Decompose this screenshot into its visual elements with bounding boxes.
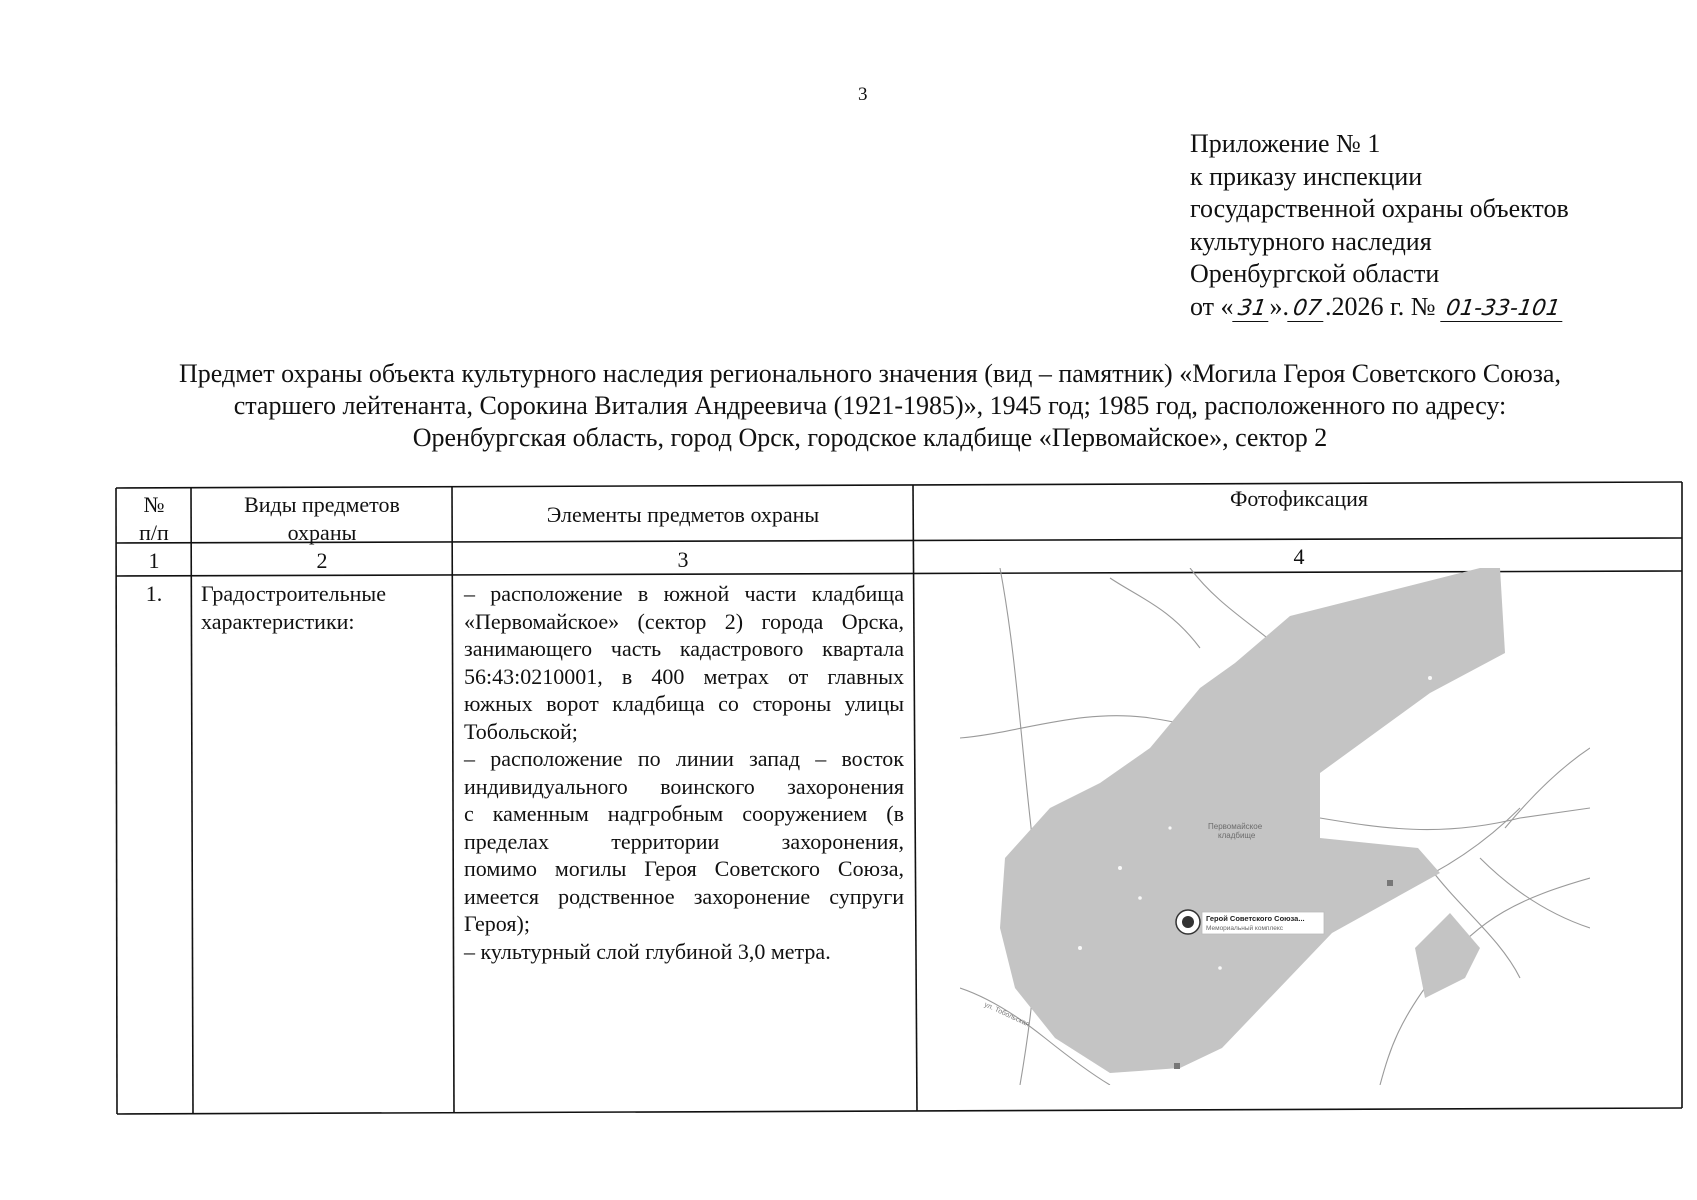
header-number-text: № п/п — [139, 492, 169, 545]
page-number: 3 — [858, 84, 868, 105]
element-line: помимо могилы Героя Советского Союза, — [464, 856, 904, 881]
element-line: Тобольской; — [464, 718, 578, 744]
row-number: 1. — [145, 581, 163, 606]
appendix-line: культурного наследия — [1190, 226, 1432, 256]
row-elements — [464, 580, 904, 965]
marker-subtitle: Мемориальный комплекс — [1206, 925, 1284, 932]
column-number-2: 2 — [316, 548, 328, 573]
handwritten-day: 31 — [1232, 297, 1272, 322]
appendix-line: к приказу инспекции — [1190, 161, 1423, 191]
date-prefix: от « — [1190, 291, 1234, 321]
column-number-4: 4 — [1293, 544, 1305, 569]
handwritten-month: 07 — [1287, 297, 1327, 322]
date-year: .2026 г. № — [1325, 291, 1436, 321]
element-line: имеется родственное захоронение супруги — [464, 883, 904, 909]
element-line: занимающего часть кадастрового квартала — [464, 636, 904, 661]
header-cell-number — [118, 491, 190, 546]
appendix-line: Оренбургской области — [1190, 259, 1440, 288]
element-line: – культурный слой глубиной 3,0 метра. — [464, 938, 831, 964]
area-label: Первомайское — [1208, 822, 1263, 831]
header-photo-text: Фотофиксация — [1229, 486, 1369, 511]
date-mid: ». — [1269, 291, 1290, 321]
header-cell-photo — [917, 485, 1681, 513]
map-pin-icon — [1174, 1063, 1180, 1069]
row-type: Градостроительные характеристики: — [201, 581, 386, 634]
element-line: южных ворот кладбища со стороны улицы — [464, 691, 904, 716]
header-cell-elements — [454, 501, 912, 529]
column-number-1: 1 — [148, 548, 160, 573]
title-line: старшего лейтенанта, Сорокина Виталия Андреевича (1921-1985)», 1945 год; 1985 год, расположенного по адресу: — [233, 391, 1507, 420]
title-line: Оренбургская область, город Орск, городское кладбище «Первомайское», сектор 2 — [412, 423, 1328, 452]
header-cell-types — [193, 491, 451, 546]
handwritten-order-number: 01-33-101 — [1440, 297, 1565, 322]
element-line: «Первомайское» (сектор 2) города Орска, — [464, 608, 904, 634]
element-line: – расположение по линии запад – восток — [464, 746, 904, 771]
appendix-line: Приложение № 1 — [1190, 129, 1381, 158]
street-label: ул. Тобольская — [983, 1001, 1031, 1029]
element-line: – расположение в южной части кладбища — [464, 581, 904, 606]
area-label-line2: кладбище — [1218, 831, 1256, 840]
map-pin-icon — [1387, 880, 1393, 886]
element-line: пределах территории захоронения, — [464, 828, 904, 854]
cemetery-map — [960, 568, 1590, 1085]
map-photo — [960, 568, 1590, 1085]
element-line: индивидуального воинского захоронения — [464, 773, 904, 799]
header-types-text: Виды предметов охраны — [244, 492, 400, 545]
title-line: Предмет охраны объекта культурного наследия регионального значения (вид – памятник) «Могила Героя Советского Союза, — [179, 359, 1561, 388]
column-number-3: 3 — [677, 547, 689, 572]
element-line: 56:43:0210001, в 400 метрах от главных — [464, 663, 904, 689]
marker-title: Герой Советского Союза... — [1206, 914, 1305, 923]
element-line: Героя); — [464, 911, 530, 936]
element-line: с каменным надгробным сооружением (в — [464, 801, 904, 826]
appendix-line: государственной охраны объектов — [1190, 194, 1569, 223]
header-elements-text: Элементы предметов охраны — [546, 502, 820, 527]
